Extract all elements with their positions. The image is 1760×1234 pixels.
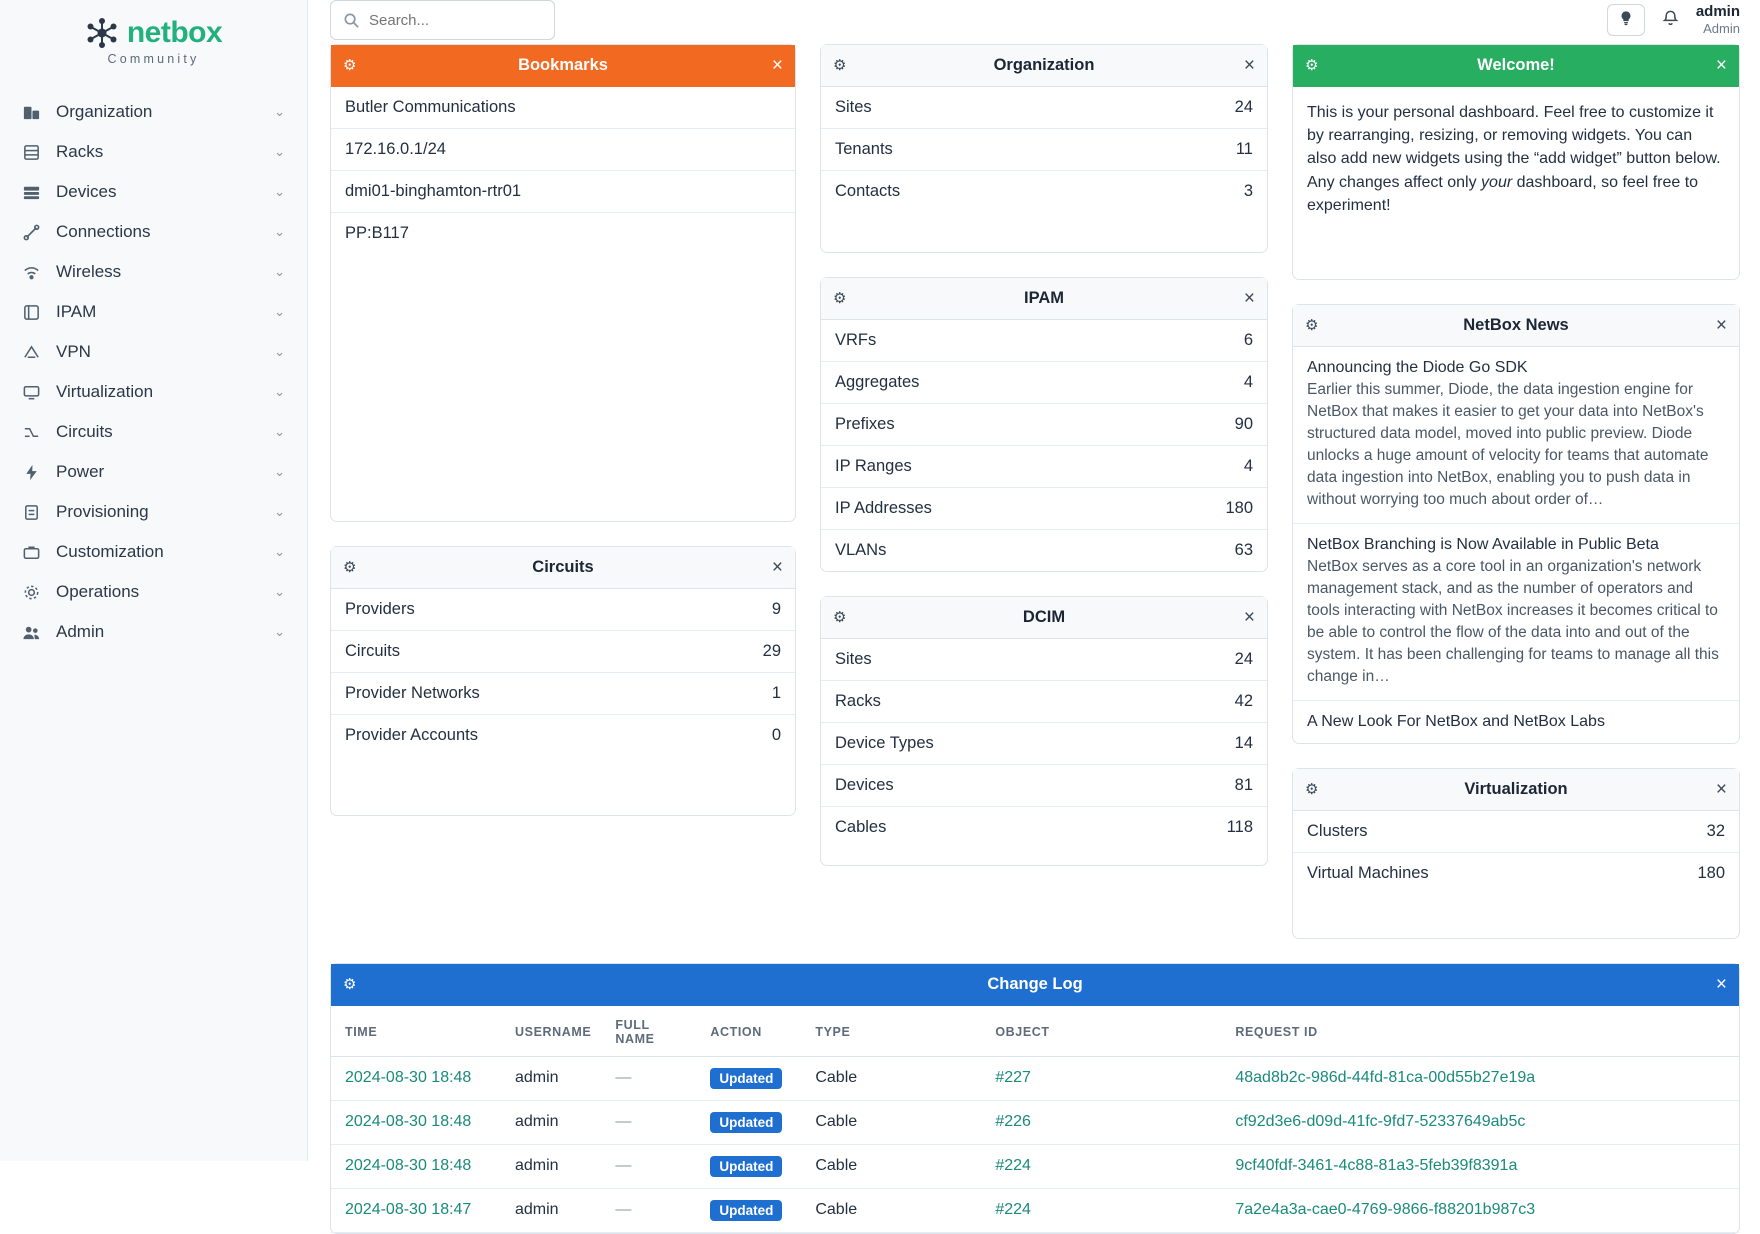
widget-netbox-news xyxy=(1292,304,1740,744)
close-icon[interactable]: × xyxy=(1715,778,1727,800)
stat-label: Sites xyxy=(835,650,872,668)
briefcase-icon xyxy=(20,541,42,563)
widget-header xyxy=(1293,305,1739,347)
list-item[interactable]: 172.16.0.1/24 xyxy=(331,129,795,171)
stat-label: Provider Accounts xyxy=(345,726,478,744)
stat-label: Clusters xyxy=(1307,821,1368,840)
vpn-icon xyxy=(20,341,42,363)
widget-title: Bookmarks xyxy=(518,56,608,74)
table-row[interactable] xyxy=(821,765,1267,807)
cell-action xyxy=(696,1144,801,1188)
sidebar-item-power[interactable] xyxy=(0,452,307,492)
table-row[interactable] xyxy=(331,715,795,756)
column-header-object[interactable]: OBJECT xyxy=(981,1006,1221,1057)
stat-value: 24 xyxy=(1234,98,1253,116)
brand[interactable] xyxy=(0,8,307,82)
stat-list xyxy=(1293,811,1739,938)
gear-icon[interactable]: ⚙ xyxy=(833,57,847,74)
stat-label: Virtual Machines xyxy=(1307,863,1429,882)
widget-header xyxy=(331,45,795,87)
stat-label: VLANs xyxy=(835,541,887,559)
chevron-down-icon: ⌄ xyxy=(274,344,285,359)
close-icon[interactable]: × xyxy=(771,557,783,578)
sidebar-item-label: Racks xyxy=(56,142,104,161)
cell-time[interactable]: 2024-08-30 18:48 xyxy=(331,1100,501,1144)
sidebar-item-provisioning[interactable] xyxy=(0,492,307,532)
stat-list xyxy=(821,639,1267,848)
stat-label: Prefixes xyxy=(835,415,895,433)
sidebar xyxy=(0,0,308,1161)
table-row[interactable] xyxy=(331,589,795,631)
stat-value: 90 xyxy=(1234,415,1253,433)
stat-label: Cables xyxy=(835,818,887,836)
table-row[interactable] xyxy=(821,530,1267,571)
gear-icon[interactable]: ⚙ xyxy=(343,57,357,74)
widget-ipam xyxy=(820,277,1268,572)
table-row[interactable] xyxy=(331,1056,1739,1100)
sidebar-item-label: Circuits xyxy=(56,422,113,441)
table-row[interactable] xyxy=(821,446,1267,488)
sidebar-item-connections[interactable] xyxy=(0,212,307,252)
stat-label: Sites xyxy=(835,98,872,116)
widget-title: NetBox News xyxy=(1463,315,1569,334)
widget-virtualization xyxy=(1292,768,1740,939)
cell-time[interactable]: 2024-08-30 18:47 xyxy=(331,1188,501,1232)
lightbulb-icon xyxy=(1618,10,1634,31)
widget-title: Virtualization xyxy=(1464,779,1568,798)
close-icon[interactable]: × xyxy=(771,55,783,76)
sidebar-item-label: Organization xyxy=(56,102,153,121)
status-badge: Updated xyxy=(710,1156,782,1177)
stat-value: 81 xyxy=(1234,776,1253,794)
table-row[interactable] xyxy=(821,87,1267,129)
sidebar-item-label: Customization xyxy=(56,542,164,561)
search-input[interactable] xyxy=(367,11,554,30)
welcome-text-part2: dashboard, so feel free to experiment! xyxy=(1307,173,1699,214)
gear-icon[interactable]: ⚙ xyxy=(343,559,357,576)
domain-icon xyxy=(20,101,42,123)
column-header-request-id[interactable]: REQUEST ID xyxy=(1221,1006,1739,1057)
chevron-down-icon: ⌄ xyxy=(274,184,285,199)
topbar xyxy=(308,0,1760,40)
ip-icon xyxy=(20,301,42,323)
widget-title: Welcome! xyxy=(1477,56,1555,74)
column-header-type[interactable]: TYPE xyxy=(801,1006,981,1057)
cell-username: admin xyxy=(501,1056,601,1100)
cog-icon xyxy=(20,581,42,603)
cell-username: admin xyxy=(501,1144,601,1188)
column-header-action[interactable]: ACTION xyxy=(696,1006,801,1057)
search-icon xyxy=(343,12,360,34)
table-row[interactable] xyxy=(821,639,1267,681)
table-row[interactable] xyxy=(331,1188,1739,1232)
close-icon[interactable]: × xyxy=(1243,607,1255,628)
widget-welcome xyxy=(1292,44,1740,280)
widget-header xyxy=(1293,45,1739,87)
widget-title: DCIM xyxy=(1022,608,1066,626)
list-item[interactable]: dmi01-binghamton-rtr01 xyxy=(331,171,795,213)
chevron-down-icon: ⌄ xyxy=(274,504,285,519)
table-row[interactable] xyxy=(821,320,1267,362)
stat-value: 0 xyxy=(771,726,781,744)
gear-icon[interactable]: ⚙ xyxy=(1305,57,1319,74)
widget-header xyxy=(1293,769,1739,811)
stat-label: Aggregates xyxy=(835,373,920,391)
sidebar-item-customization[interactable] xyxy=(0,532,307,572)
stat-value: 180 xyxy=(1697,863,1725,882)
gear-icon[interactable]: ⚙ xyxy=(343,975,357,993)
widget-header xyxy=(331,964,1739,1006)
welcome-text xyxy=(1293,87,1739,279)
cell-type: Cable xyxy=(801,1188,981,1232)
stat-label: Device Types xyxy=(835,734,934,752)
chevron-down-icon: ⌄ xyxy=(274,144,285,159)
widget-title: IPAM xyxy=(1023,289,1065,307)
table-row[interactable] xyxy=(821,404,1267,446)
table-row[interactable] xyxy=(331,1144,1739,1188)
stat-label: IP Addresses xyxy=(835,499,932,517)
cell-request-id[interactable]: 9cf40fdf-3461-4c88-81a3-5feb39f8391a xyxy=(1221,1144,1739,1188)
close-icon[interactable]: × xyxy=(1243,55,1255,76)
clipboard-icon xyxy=(20,501,42,523)
stat-value: 32 xyxy=(1706,821,1725,840)
cell-object[interactable]: #227 xyxy=(981,1056,1221,1100)
cell-object[interactable]: #226 xyxy=(981,1100,1221,1144)
sidebar-item-label: Power xyxy=(56,462,105,481)
stat-value: 118 xyxy=(1226,818,1253,836)
stat-value: 1 xyxy=(771,684,781,702)
cell-request-id[interactable]: cf92d3e6-d09d-41fc-9fd7-52337649ab5c xyxy=(1221,1100,1739,1144)
stat-label: Tenants xyxy=(835,140,893,158)
status-badge: Updated xyxy=(710,1112,782,1133)
chevron-down-icon: ⌄ xyxy=(274,304,285,319)
news-summary: Earlier this summer, Diode, the data ingestion engine for NetBox that makes it easier to get your data into NetBox's structured data model, moved into public preview. Diode unlocks a huge amount of velocity for teams that automate data ingestion into NetBox, enabling you to push data in without worrying too much about order of… xyxy=(1307,380,1709,508)
sidebar-nav xyxy=(0,92,307,652)
table-row[interactable] xyxy=(331,673,795,715)
gear-icon[interactable]: ⚙ xyxy=(1305,316,1319,334)
dashboard-column-1 xyxy=(330,44,796,816)
gear-icon[interactable]: ⚙ xyxy=(833,609,847,626)
widget-circuits xyxy=(330,546,796,816)
cell-username: admin xyxy=(501,1188,601,1232)
news-title[interactable]: Announcing the Diode Go SDK xyxy=(1307,358,1528,376)
stat-label: Racks xyxy=(835,692,881,710)
sidebar-item-label: Devices xyxy=(56,182,117,201)
chevron-down-icon: ⌄ xyxy=(274,464,285,479)
stat-value: 42 xyxy=(1234,692,1253,710)
sidebar-item-label: Operations xyxy=(56,582,140,601)
cell-type: Cable xyxy=(801,1056,981,1100)
cell-object[interactable]: #224 xyxy=(981,1144,1221,1188)
table-header-row xyxy=(331,1006,1739,1057)
status-badge: Updated xyxy=(710,1200,782,1221)
widget-header xyxy=(821,597,1267,639)
cell-time[interactable]: 2024-08-30 18:48 xyxy=(331,1056,501,1100)
news-title[interactable]: A New Look For NetBox and NetBox Labs xyxy=(1307,712,1605,730)
cell-type: Cable xyxy=(801,1144,981,1188)
table-row[interactable] xyxy=(821,488,1267,530)
table-row[interactable] xyxy=(821,723,1267,765)
list-item xyxy=(1293,524,1739,701)
netbox-logo-icon xyxy=(85,16,119,50)
user-menu[interactable] xyxy=(1696,3,1740,38)
cell-time[interactable]: 2024-08-30 18:48 xyxy=(331,1144,501,1188)
chevron-down-icon: ⌄ xyxy=(274,624,285,639)
table-row[interactable] xyxy=(821,129,1267,171)
cell-full-name: — xyxy=(601,1100,696,1144)
column-header-full-name[interactable]: FULL NAME xyxy=(601,1006,696,1057)
sidebar-item-label: VPN xyxy=(56,342,91,361)
stat-value: 24 xyxy=(1234,650,1253,668)
sidebar-item-wireless[interactable] xyxy=(0,252,307,292)
stat-label: VRFs xyxy=(835,331,877,349)
cell-action xyxy=(696,1056,801,1100)
stat-value: 9 xyxy=(771,600,781,618)
sidebar-item-operations[interactable] xyxy=(0,572,307,612)
user-name: admin xyxy=(1695,2,1740,20)
stat-value: 3 xyxy=(1243,182,1253,200)
cell-full-name: — xyxy=(601,1144,696,1188)
table-row[interactable] xyxy=(821,681,1267,723)
table-row[interactable] xyxy=(1293,811,1739,853)
cell-action xyxy=(696,1188,801,1232)
list-item xyxy=(1293,701,1739,743)
change-log-table xyxy=(331,1006,1739,1233)
chevron-down-icon: ⌄ xyxy=(274,544,285,559)
welcome-text-emphasis: your xyxy=(1481,173,1513,191)
table-row[interactable] xyxy=(331,631,795,673)
cell-username: admin xyxy=(501,1100,601,1144)
circuit-icon xyxy=(20,421,42,443)
cell-request-id[interactable]: 7a2e4a3a-cae0-4769-9866-f88201b987c3 xyxy=(1221,1188,1739,1232)
sidebar-item-ipam[interactable] xyxy=(0,292,307,332)
connection-icon xyxy=(20,221,42,243)
sidebar-item-racks[interactable] xyxy=(0,132,307,172)
widget-change-log xyxy=(330,963,1740,1234)
sidebar-item-virtualization[interactable] xyxy=(0,372,307,412)
stat-label: Circuits xyxy=(345,642,401,660)
theme-toggle-button[interactable] xyxy=(1607,4,1645,36)
stat-label: Devices xyxy=(835,776,894,794)
stat-value: 4 xyxy=(1243,373,1253,391)
close-icon[interactable]: × xyxy=(1715,973,1727,995)
chevron-down-icon: ⌄ xyxy=(274,224,285,239)
stat-value: 63 xyxy=(1234,541,1253,559)
topbar-right xyxy=(1607,3,1740,38)
sidebar-item-label: Connections xyxy=(56,222,151,241)
dashboard-grid xyxy=(330,44,1740,939)
brand-logo xyxy=(85,16,222,50)
widget-dcim xyxy=(820,596,1268,866)
column-header-username[interactable]: USERNAME xyxy=(501,1006,601,1057)
table-row[interactable] xyxy=(1293,853,1739,894)
stat-value: 29 xyxy=(762,642,781,660)
news-list xyxy=(1293,347,1739,743)
dashboard xyxy=(308,40,1760,1234)
gear-icon[interactable]: ⚙ xyxy=(833,290,847,307)
chevron-down-icon: ⌄ xyxy=(274,264,285,279)
column-header-time[interactable]: TIME xyxy=(331,1006,501,1057)
cell-action xyxy=(696,1100,801,1144)
sidebar-item-label: IPAM xyxy=(56,302,97,321)
sidebar-item-label: Virtualization xyxy=(56,382,154,401)
sidebar-item-vpn[interactable] xyxy=(0,332,307,372)
widget-organization xyxy=(820,44,1268,253)
table-row[interactable] xyxy=(821,171,1267,212)
sidebar-item-circuits[interactable] xyxy=(0,412,307,452)
user-role: Admin xyxy=(1703,21,1740,37)
cell-object[interactable]: #224 xyxy=(981,1188,1221,1232)
stat-value: 180 xyxy=(1225,499,1253,517)
table-row[interactable] xyxy=(331,1100,1739,1144)
main-area xyxy=(308,0,1760,1219)
close-icon[interactable]: × xyxy=(1243,288,1255,309)
widget-bookmarks xyxy=(330,44,796,522)
stat-list xyxy=(821,320,1267,571)
gear-icon[interactable]: ⚙ xyxy=(1305,780,1319,798)
welcome-text-part1: This is your personal dashboard. Feel free to customize it by rearranging, resizing, or removing widgets. You can also add new widgets using the “add widget” button below. Any changes affect only xyxy=(1307,104,1721,191)
chevron-down-icon: ⌄ xyxy=(274,104,285,119)
status-badge: Updated xyxy=(710,1068,782,1089)
sidebar-item-label: Provisioning xyxy=(56,502,149,521)
widget-header xyxy=(821,278,1267,320)
stat-value: 4 xyxy=(1243,457,1253,475)
sidebar-item-organization[interactable] xyxy=(0,92,307,132)
server-icon xyxy=(20,181,42,203)
stat-label: IP Ranges xyxy=(835,457,912,475)
rack-icon xyxy=(20,141,42,163)
power-icon xyxy=(20,461,42,483)
cell-full-name: — xyxy=(601,1056,696,1100)
sidebar-item-admin[interactable] xyxy=(0,612,307,652)
sidebar-item-devices[interactable] xyxy=(0,172,307,212)
cell-request-id[interactable]: 48ad8b2c-986d-44fd-81ca-00d55b27e19a xyxy=(1221,1056,1739,1100)
bookmark-list xyxy=(331,87,795,254)
stat-value: 14 xyxy=(1234,734,1253,752)
list-item xyxy=(1293,347,1739,524)
stat-value: 6 xyxy=(1243,331,1253,349)
table-row[interactable] xyxy=(821,362,1267,404)
cell-type: Cable xyxy=(801,1100,981,1144)
monitor-icon xyxy=(20,381,42,403)
dashboard-column-2 xyxy=(820,44,1268,866)
close-icon[interactable]: × xyxy=(1715,314,1727,336)
chevron-down-icon: ⌄ xyxy=(274,424,285,439)
stat-value: 11 xyxy=(1235,140,1253,158)
widget-title: Change Log xyxy=(987,974,1083,993)
search-box[interactable] xyxy=(330,0,555,40)
stat-label: Contacts xyxy=(835,182,901,200)
news-title[interactable]: NetBox Branching is Now Available in Public Beta xyxy=(1307,535,1659,553)
users-icon xyxy=(20,621,42,643)
stat-label: Providers xyxy=(345,600,415,618)
brand-subtitle: Community xyxy=(107,52,200,66)
stat-list xyxy=(331,589,795,756)
widget-title: Circuits xyxy=(532,558,594,576)
widget-header xyxy=(331,547,795,589)
table-row[interactable] xyxy=(821,807,1267,848)
close-icon[interactable]: × xyxy=(1715,55,1727,76)
stat-list xyxy=(821,87,1267,252)
list-item[interactable]: PP:B117 xyxy=(345,224,409,242)
widget-header xyxy=(821,45,1267,87)
list-item[interactable]: Butler Communications xyxy=(331,87,795,129)
sidebar-item-label: Wireless xyxy=(56,262,122,281)
chevron-down-icon: ⌄ xyxy=(274,584,285,599)
wifi-icon xyxy=(20,261,42,283)
sidebar-item-label: Admin xyxy=(56,622,105,641)
cell-full-name: — xyxy=(601,1188,696,1232)
bell-icon[interactable] xyxy=(1661,8,1680,32)
news-summary: NetBox serves as a core tool in an organization's network management stack, and as the number of operators and tools interacting with NetBox increases it becomes critical to be able to control the flow of the data into and out of the system. It has been challenging for teams to manage all this change in… xyxy=(1307,557,1719,685)
chevron-down-icon: ⌄ xyxy=(274,384,285,399)
brand-name: netbox xyxy=(126,16,223,49)
dashboard-column-3 xyxy=(1292,44,1740,939)
stat-label: Provider Networks xyxy=(345,684,480,702)
widget-title: Organization xyxy=(993,56,1095,74)
